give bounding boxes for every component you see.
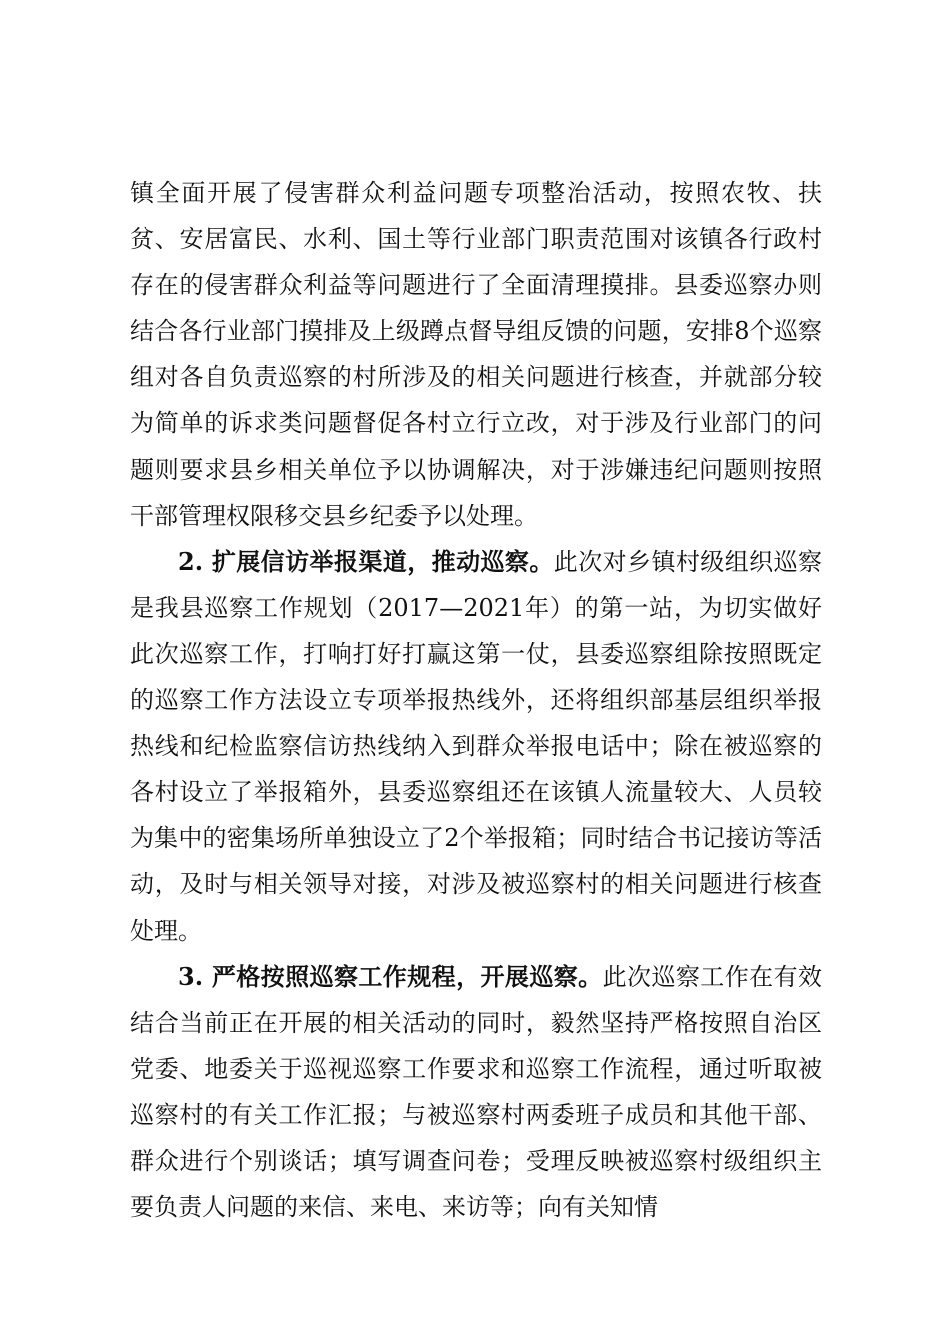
paragraph-continuation	[130, 170, 822, 539]
paragraph-text: 此次巡察工作在有效结合当前正在开展的相关活动的同时，毅然坚持严格按照自治区党委、地委关于巡视巡察工作要求和巡察工作流程，通过听取被巡察村的有关工作汇报；与被巡察村两委班子成员和其他干部、群众进行个别谈话；填写调查问卷；受理反映被巡察村级组织主要负责人问题的来信、来电、来访等；向有关知情	[130, 962, 822, 1222]
paragraph-text: 镇全面开展了侵害群众利益问题专项整治活动，按照农牧、扶贫、安居富民、水利、国土等行业部门职责范围对该镇各行政村存在的侵害群众利益等问题进行了全面清理摸排。县委巡察办则结合各行业部门摸排及上级蹲点督导组反馈的问题，安排8个巡察组对各自负责巡察的村所涉及的相关问题进行核查，并就部分较为简单的诉求类问题督促各村立行立改，对于涉及行业部门的问题则要求县乡相关单位予以协调解决，对于涉嫌违纪问题则按照干部管理权限移交县乡纪委予以处理。	[130, 179, 822, 530]
paragraph-heading: 3. 严格按照巡察工作规程，开展巡察。	[178, 961, 603, 991]
document-body	[130, 170, 822, 1230]
paragraph-expand-petition-channels	[130, 539, 822, 954]
paragraph-follow-procedures	[130, 954, 822, 1231]
paragraph-text: 此次对乡镇村级组织巡察是我县巡察工作规划（2017—2021年）的第一站，为切实做好此次巡察工作，打响打好打赢这第一仗，县委巡察组除按照既定的巡察工作方法设立专项举报热线外，还将组织部基层组织举报热线和纪检监察信访热线纳入到群众举报电话中；除在被巡察的各村设立了举报箱外，县委巡察组还在该镇人流量较大、人员较为集中的密集场所单独设立了2个举报箱；同时结合书记接访等活动，及时与相关领导对接，对涉及被巡察村的相关问题进行核查处理。	[130, 547, 822, 945]
paragraph-heading: 2. 扩展信访举报渠道，推动巡察。	[178, 546, 554, 576]
